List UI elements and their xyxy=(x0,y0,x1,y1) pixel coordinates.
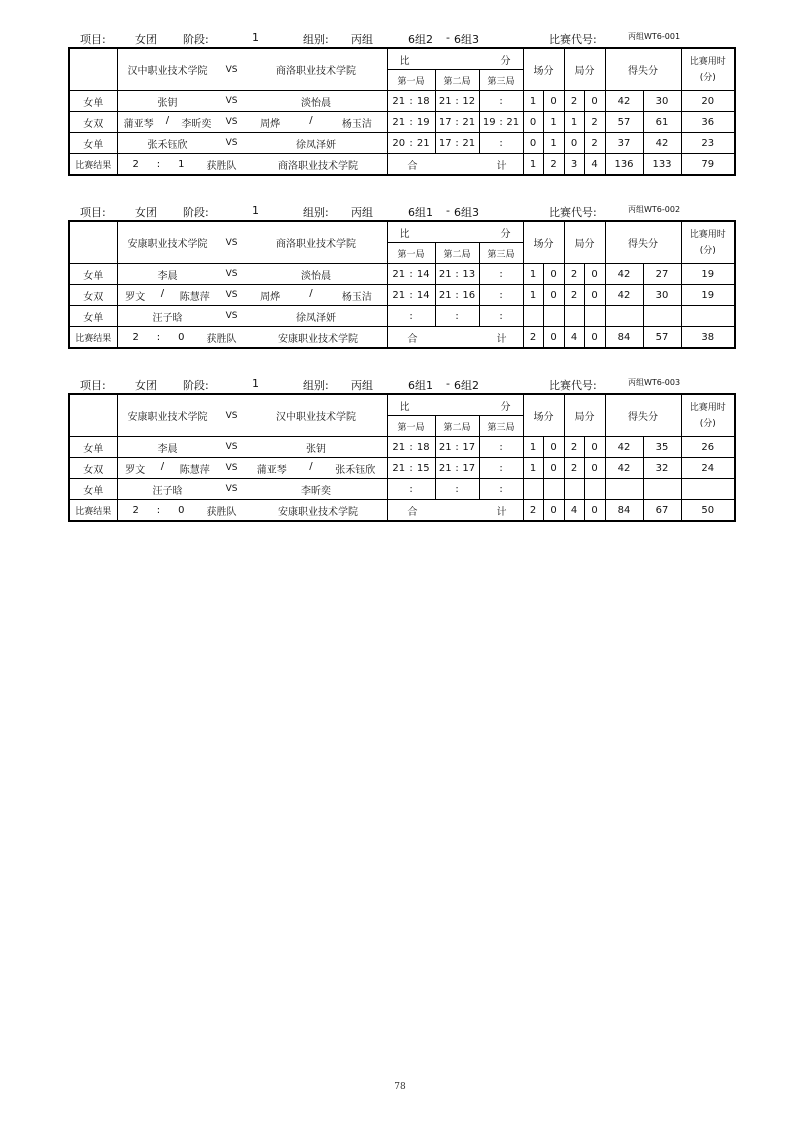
points-lost xyxy=(643,479,681,500)
table-row xyxy=(69,458,735,479)
points-header: 得失分 xyxy=(605,48,681,91)
score-table xyxy=(68,220,736,349)
total-game-points-a: 4 xyxy=(564,327,584,349)
match-points-a xyxy=(523,306,543,327)
game-2-score: 21 : 17 xyxy=(435,437,479,458)
match-points-header: 场分 xyxy=(523,48,564,91)
game-points-a: 2 xyxy=(564,264,584,285)
game-1-score: 21 : 15 xyxy=(387,458,435,479)
game-2-score: 17 : 21 xyxy=(435,133,479,154)
match-points-a: 1 xyxy=(523,458,543,479)
game-2-score: 21 : 16 xyxy=(435,285,479,306)
match-points-b: 0 xyxy=(543,437,564,458)
game-3-score: : xyxy=(479,264,523,285)
game-1-score: : xyxy=(387,479,435,500)
game-3-score: : xyxy=(479,437,523,458)
match-points-header: 场分 xyxy=(523,221,564,264)
match-code: 丙组WT6-001 xyxy=(628,32,681,41)
team-b-name: 商洛职业技术学院 xyxy=(276,239,356,250)
match-points-b xyxy=(543,306,564,327)
match-block xyxy=(68,30,726,176)
duration: 19 xyxy=(681,285,735,306)
points-won: 42 xyxy=(605,91,643,112)
stage-value: 1 xyxy=(252,204,259,217)
category-cell: 女单 xyxy=(69,479,117,500)
total-match-points-a: 2 xyxy=(523,327,543,349)
game-3-score: : xyxy=(479,91,523,112)
match-points-b: 1 xyxy=(543,133,564,154)
team-a-code: 6组2 xyxy=(408,33,433,46)
points-won: 42 xyxy=(605,264,643,285)
game-points-header: 局分 xyxy=(564,221,605,264)
match-points-a xyxy=(523,479,543,500)
game-2-score: 21 : 12 xyxy=(435,91,479,112)
category-cell: 女单 xyxy=(69,437,117,458)
table-row xyxy=(69,91,735,112)
header-row xyxy=(69,48,735,70)
game-2-score: 21 : 17 xyxy=(435,458,479,479)
total-points-won: 84 xyxy=(605,327,643,349)
match-code: 丙组WT6-003 xyxy=(628,378,681,387)
match-header: 项目: 女团 阶段: 1 组别: 丙组 6组2 - 6组3 比赛代号: 丙组WT6-001 xyxy=(80,31,681,46)
result-row: 比赛结果 2 : 0 获胜队 安康职业技术学院 合 计 2 0 4 0 84 57 38 xyxy=(69,327,735,349)
game-1-score: 21 : 18 xyxy=(387,91,435,112)
game-3-score: : xyxy=(479,306,523,327)
game-3-score: 19 : 21 xyxy=(479,112,523,133)
category-cell: 女单 xyxy=(69,264,117,285)
points-lost xyxy=(643,306,681,327)
total-game-points-a: 4 xyxy=(564,500,584,522)
team-b-code: 6组3 xyxy=(454,206,479,219)
table-row xyxy=(69,437,735,458)
game-points-header: 局分 xyxy=(564,48,605,91)
players-cell: 李晨 VS 淡怡晨 xyxy=(117,264,387,285)
winner-team: 安康职业技术学院 xyxy=(278,333,358,345)
game-points-b xyxy=(584,306,605,327)
event-value: 女团 xyxy=(135,206,157,219)
game-points-a: 1 xyxy=(564,112,584,133)
teams-header: 汉中职业技术学院 VS 商洛职业技术学院 xyxy=(117,48,387,91)
points-lost: 27 xyxy=(643,264,681,285)
duration: 23 xyxy=(681,133,735,154)
match-block xyxy=(68,376,726,522)
team-b-name: 汉中职业技术学院 xyxy=(276,412,356,423)
match-points-a: 1 xyxy=(523,264,543,285)
table-row xyxy=(69,479,735,500)
page-number: 78 xyxy=(394,1082,406,1092)
game-points-a xyxy=(564,479,584,500)
total-label: 合 计 xyxy=(387,154,523,176)
game-2-score: 21 : 13 xyxy=(435,264,479,285)
games-header-row: 第一局 第二局 第三局 xyxy=(69,416,735,437)
game-points-b: 0 xyxy=(584,285,605,306)
match-points-a: 1 xyxy=(523,91,543,112)
match-points-b: 0 xyxy=(543,264,564,285)
players-cell: 罗文 / 陈慧萍 VS 周烨 / 杨玉洁 xyxy=(117,285,387,306)
points-lost: 42 xyxy=(643,133,681,154)
duration: 36 xyxy=(681,112,735,133)
match-code: 丙组WT6-002 xyxy=(628,205,681,214)
teams-header: 安康职业技术学院 VS 商洛职业技术学院 xyxy=(117,221,387,264)
points-won: 42 xyxy=(605,458,643,479)
group-value: 丙组 xyxy=(351,33,373,46)
match-header: 项目: 女团 阶段: 1 组别: 丙组 6组1 - 6组3 比赛代号: 丙组WT6-002 xyxy=(80,204,681,219)
total-points-lost: 133 xyxy=(643,154,681,176)
category-cell: 女双 xyxy=(69,112,117,133)
games-header-row: 第一局 第二局 第三局 xyxy=(69,243,735,264)
players-cell: 蒲亚琴 / 李昕奕 VS 周烨 / 杨玉洁 xyxy=(117,112,387,133)
points-won: 37 xyxy=(605,133,643,154)
total-points-won: 136 xyxy=(605,154,643,176)
game-points-a: 2 xyxy=(564,91,584,112)
points-lost: 35 xyxy=(643,437,681,458)
group-value: 丙组 xyxy=(351,206,373,219)
match-points-b: 1 xyxy=(543,112,564,133)
game-3-score: : xyxy=(479,285,523,306)
duration: 19 xyxy=(681,264,735,285)
points-won: 42 xyxy=(605,285,643,306)
winner-team: 商洛职业技术学院 xyxy=(278,160,358,172)
event-value: 女团 xyxy=(135,33,157,46)
team-a-name: 汉中职业技术学院 xyxy=(127,66,208,77)
total-label: 合 计 xyxy=(387,500,523,522)
winner-team: 安康职业技术学院 xyxy=(278,506,358,518)
game-points-header: 局分 xyxy=(564,394,605,437)
points-won: 42 xyxy=(605,437,643,458)
category-cell: 女单 xyxy=(69,306,117,327)
game-points-b: 0 xyxy=(584,264,605,285)
duration xyxy=(681,306,735,327)
teams-header: 安康职业技术学院 VS 汉中职业技术学院 xyxy=(117,394,387,437)
total-match-points-b: 0 xyxy=(543,500,564,522)
game-1-score: : xyxy=(387,306,435,327)
table-row xyxy=(69,285,735,306)
match-header: 项目: 女团 阶段: 1 组别: 丙组 6组1 - 6组2 比赛代号: 丙组WT6-003 xyxy=(80,377,681,392)
game-points-a: 0 xyxy=(564,133,584,154)
stage-value: 1 xyxy=(252,31,259,44)
team-a-code: 6组1 xyxy=(408,379,433,392)
team-a-code: 6组1 xyxy=(408,206,433,219)
points-lost: 30 xyxy=(643,91,681,112)
players-cell: 张钥 VS 淡怡晨 xyxy=(117,91,387,112)
total-game-points-a: 3 xyxy=(564,154,584,176)
players-cell: 汪子晗 VS 李昕奕 xyxy=(117,479,387,500)
total-match-points-a: 2 xyxy=(523,500,543,522)
match-points-a: 0 xyxy=(523,112,543,133)
group-value: 丙组 xyxy=(351,379,373,392)
points-won: 57 xyxy=(605,112,643,133)
match-points-header: 场分 xyxy=(523,394,564,437)
game-2-score: : xyxy=(435,306,479,327)
total-match-points-a: 1 xyxy=(523,154,543,176)
stage-value: 1 xyxy=(252,377,259,390)
table-row xyxy=(69,133,735,154)
result-cell: 2 : 0 获胜队 安康职业技术学院 xyxy=(117,500,387,522)
total-match-points-b: 0 xyxy=(543,327,564,349)
category-cell: 女单 xyxy=(69,91,117,112)
duration: 24 xyxy=(681,458,735,479)
event-value: 女团 xyxy=(135,379,157,392)
table-row xyxy=(69,264,735,285)
duration: 26 xyxy=(681,437,735,458)
total-points-lost: 57 xyxy=(643,327,681,349)
score-table xyxy=(68,47,736,176)
game-points-a: 2 xyxy=(564,437,584,458)
table-row xyxy=(69,112,735,133)
game-1-score: 21 : 14 xyxy=(387,285,435,306)
total-duration: 38 xyxy=(681,327,735,349)
game-points-b: 0 xyxy=(584,91,605,112)
game-1-score: 21 : 18 xyxy=(387,437,435,458)
total-duration: 50 xyxy=(681,500,735,522)
points-header: 得失分 xyxy=(605,394,681,437)
score-header: 比 分 xyxy=(387,48,523,70)
players-cell: 张禾钰欣 VS 徐凤泽妍 xyxy=(117,133,387,154)
game-1-score: 21 : 14 xyxy=(387,264,435,285)
match-block xyxy=(68,203,726,349)
game-points-a: 2 xyxy=(564,458,584,479)
duration-header: 比赛用时 (分) xyxy=(681,48,735,91)
category-cell: 女双 xyxy=(69,285,117,306)
category-cell: 女双 xyxy=(69,458,117,479)
total-label: 合 计 xyxy=(387,327,523,349)
total-game-points-b: 4 xyxy=(584,154,605,176)
games-header-row: 第一局 第二局 第三局 xyxy=(69,70,735,91)
duration-header: 比赛用时 (分) xyxy=(681,221,735,264)
players-cell: 李晨 VS 张钥 xyxy=(117,437,387,458)
match-points-b: 0 xyxy=(543,91,564,112)
game-3-score: : xyxy=(479,133,523,154)
points-lost: 32 xyxy=(643,458,681,479)
team-a-name: 安康职业技术学院 xyxy=(127,412,208,423)
duration xyxy=(681,479,735,500)
match-points-b: 0 xyxy=(543,285,564,306)
team-b-code: 6组3 xyxy=(454,33,479,46)
game-2-score: 17 : 21 xyxy=(435,112,479,133)
game-3-score: : xyxy=(479,479,523,500)
score-header: 比 分 xyxy=(387,394,523,416)
total-points-won: 84 xyxy=(605,500,643,522)
header-row xyxy=(69,394,735,416)
game-1-score: 21 : 19 xyxy=(387,112,435,133)
total-game-points-b: 0 xyxy=(584,327,605,349)
table-row xyxy=(69,306,735,327)
total-duration: 79 xyxy=(681,154,735,176)
match-points-b xyxy=(543,479,564,500)
duration: 20 xyxy=(681,91,735,112)
category-cell: 女单 xyxy=(69,133,117,154)
game-points-a: 2 xyxy=(564,285,584,306)
players-cell: 汪子晗 VS 徐凤泽妍 xyxy=(117,306,387,327)
total-points-lost: 67 xyxy=(643,500,681,522)
match-points-b: 0 xyxy=(543,458,564,479)
game-points-a xyxy=(564,306,584,327)
game-points-b: 2 xyxy=(584,112,605,133)
match-points-a: 0 xyxy=(523,133,543,154)
team-a-name: 安康职业技术学院 xyxy=(127,239,208,250)
game-points-b xyxy=(584,479,605,500)
match-points-a: 1 xyxy=(523,285,543,306)
players-cell: 罗文 / 陈慧萍 VS 蒲亚琴 / 张禾钰欣 xyxy=(117,458,387,479)
total-match-points-b: 2 xyxy=(543,154,564,176)
game-3-score: : xyxy=(479,458,523,479)
points-lost: 61 xyxy=(643,112,681,133)
game-points-b: 0 xyxy=(584,458,605,479)
result-cell: 2 : 0 获胜队 安康职业技术学院 xyxy=(117,327,387,349)
game-1-score: 20 : 21 xyxy=(387,133,435,154)
game-2-score: : xyxy=(435,479,479,500)
team-b-name: 商洛职业技术学院 xyxy=(276,66,356,77)
points-won xyxy=(605,306,643,327)
result-cell: 2 : 1 获胜队 商洛职业技术学院 xyxy=(117,154,387,176)
game-points-b: 2 xyxy=(584,133,605,154)
duration-header: 比赛用时 (分) xyxy=(681,394,735,437)
match-points-a: 1 xyxy=(523,437,543,458)
team-b-code: 6组2 xyxy=(454,379,479,392)
result-row: 比赛结果 2 : 0 获胜队 安康职业技术学院 合 计 2 0 4 0 84 67 50 xyxy=(69,500,735,522)
result-row: 比赛结果 2 : 1 获胜队 商洛职业技术学院 合 计 1 2 3 4 136 133 79 xyxy=(69,154,735,176)
game-points-b: 0 xyxy=(584,437,605,458)
points-won xyxy=(605,479,643,500)
score-table xyxy=(68,393,736,522)
points-lost: 30 xyxy=(643,285,681,306)
points-header: 得失分 xyxy=(605,221,681,264)
header-row xyxy=(69,221,735,243)
score-header: 比 分 xyxy=(387,221,523,243)
total-game-points-b: 0 xyxy=(584,500,605,522)
